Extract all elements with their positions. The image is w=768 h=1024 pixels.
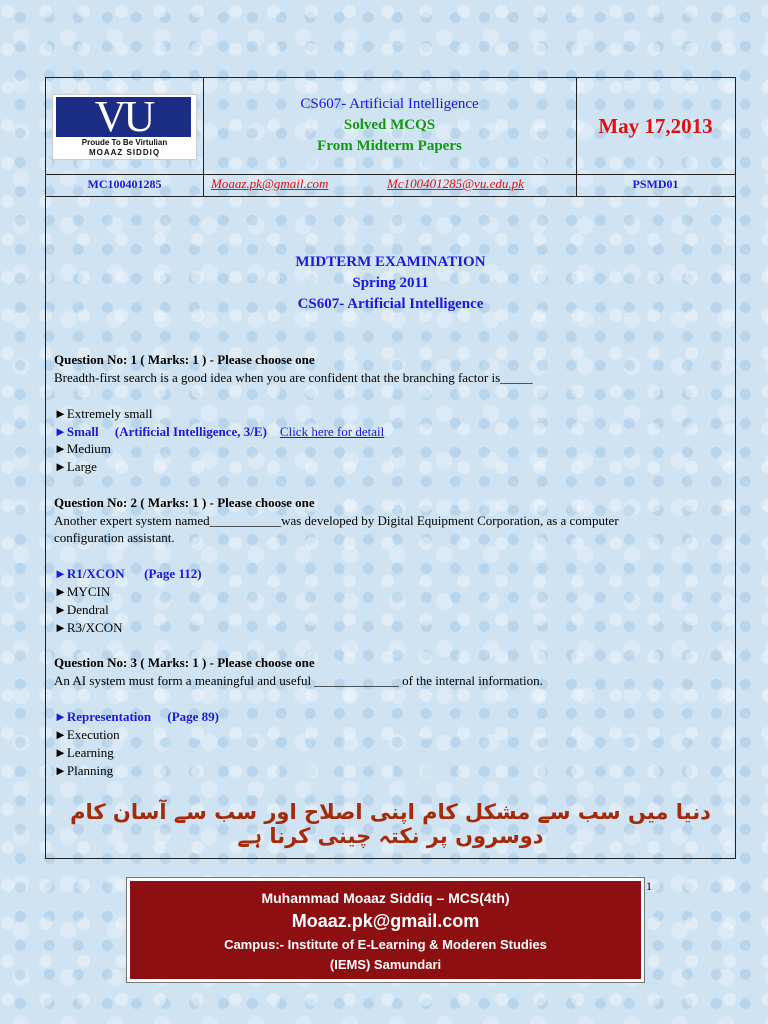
question-3-option: ►Planning (54, 763, 114, 778)
header-row (46, 78, 735, 175)
author-email: Moaaz.pk@gmail.com (291, 911, 480, 931)
author-name: Muhammad Moaaz Siddiq – MCS(4th) (261, 890, 510, 906)
question-1-option: ►Extremely small (54, 406, 153, 421)
doc-source: From Midterm Papers (317, 138, 462, 154)
question-3-header: Question No: 3 ( Marks: 1 ) - Please choose one (54, 655, 315, 670)
question-1-option: ►Medium (54, 441, 111, 456)
urdu-quote: دنیا میں سب سے مشکل کام اپنی اصلاح اور سب سے آسان کام دوسروں پر نکتہ چینی کرنا ہے (70, 800, 711, 848)
logo-cell (46, 78, 204, 174)
logo-tagline: Proude To Be Virtulian (81, 138, 168, 147)
question-2-option: ►R3/XCON (54, 620, 123, 635)
campus-location: (IEMS) Samundari (329, 957, 442, 972)
question-2-option: ►Dendral (54, 602, 109, 617)
question-2-text: configuration assistant. (54, 530, 175, 545)
email-link-vu[interactable]: Mc100401285@vu.edu.pk (387, 176, 524, 191)
question-2-answer (54, 565, 202, 582)
title-cell (203, 78, 577, 174)
doc-subtitle: Solved MCQS (343, 117, 436, 133)
email-link-gmail[interactable]: Moaaz.pk@gmail.com (211, 176, 329, 191)
answer-label: ►Representation (54, 709, 152, 724)
question-3-option: ►Learning (54, 745, 114, 760)
campus-name: Campus:- Institute of E-Learning & Moderen Studies (224, 937, 547, 952)
student-id: MC100401285 (46, 174, 204, 196)
author-banner (127, 878, 644, 982)
date-cell (576, 78, 735, 174)
vu-logo-mark: VU (56, 97, 191, 137)
answer-reference: (Page 112) (144, 566, 202, 581)
answer-label: ►Small (54, 424, 99, 439)
course-title: CS607- Artificial Intelligence (300, 96, 479, 112)
question-2-header: Question No: 2 ( Marks: 1 ) - Please choose one (54, 495, 315, 510)
emails-cell (203, 174, 577, 196)
exam-title: MIDTERM EXAMINATION (295, 254, 486, 270)
document-frame (45, 77, 736, 859)
question-2-option: ►MYCIN (54, 584, 111, 599)
logo-author: MOAAZ SIDDIQ (88, 148, 161, 157)
detail-link[interactable]: Click here for detail (279, 424, 385, 439)
page-number: 1 (646, 879, 652, 893)
vu-logo (52, 94, 197, 160)
answer-reference: (Page 89) (167, 709, 219, 724)
question-3-option: ►Execution (54, 727, 120, 742)
question-1-header: Question No: 1 ( Marks: 1 ) - Please choose one (54, 352, 315, 367)
question-1-text: Breadth-first search is a good idea when you are confident that the branching factor is_____ (54, 370, 533, 385)
paper-code: PSMD01 (632, 177, 679, 191)
question-3-text: An AI system must form a meaningful and useful _____________ of the internal information. (54, 673, 543, 688)
question-1-answer (54, 423, 384, 440)
exam-course: CS607- Artificial Intelligence (297, 296, 484, 312)
question-2-text: Another expert system named___________was developed by Digital Equipment Corporation, as a computer (54, 513, 619, 528)
answer-label: ►R1/XCON (54, 566, 125, 581)
doc-date: May 17,2013 (598, 114, 713, 138)
question-3-answer (54, 708, 219, 725)
exam-term: Spring 2011 (352, 275, 429, 291)
answer-reference: (Artificial Intelligence, 3/E) (114, 424, 267, 439)
question-1-option: ►Large (54, 459, 97, 474)
contact-row (46, 174, 735, 197)
